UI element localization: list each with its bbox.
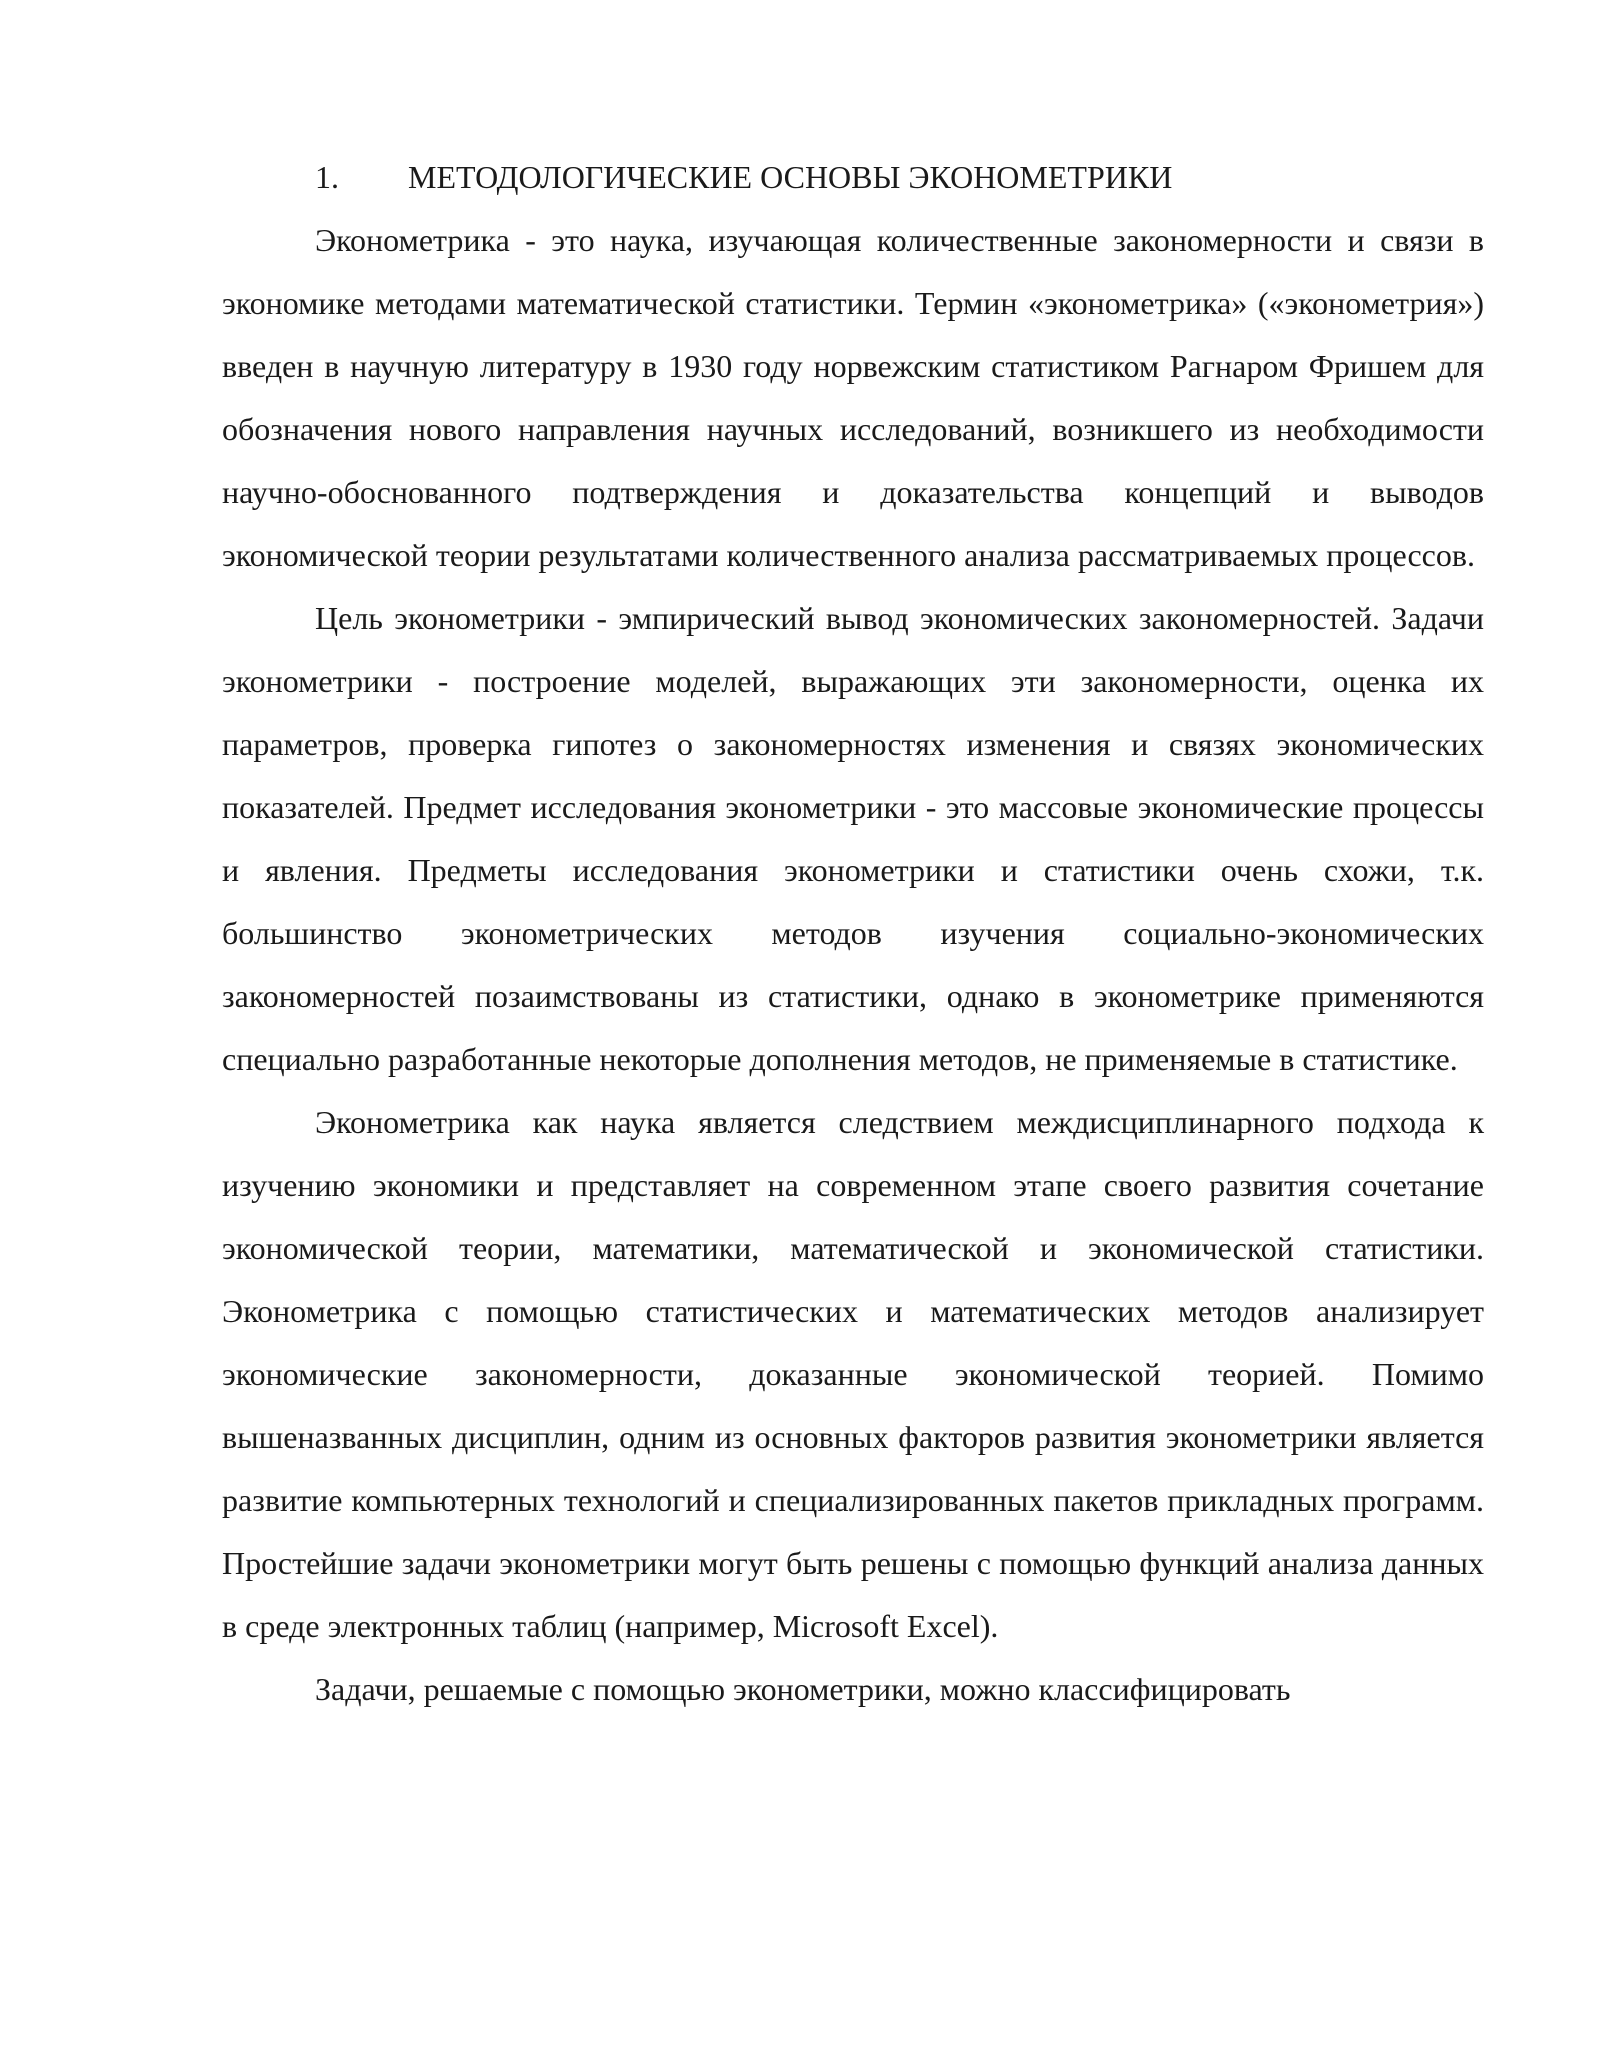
document-body (222, 146, 1484, 1721)
section-heading (222, 146, 1484, 209)
section-title: МЕТОДОЛОГИЧЕСКИЕ ОСНОВЫ ЭКОНОМЕТРИКИ (408, 159, 1173, 195)
section-number: 1. (315, 159, 339, 195)
paragraph-goal: Цель эконометрики - эмпирический вывод экономических закономерностей. Задачи эконометрики - построение моделей, выражающих эти закономерности, оценка их параметров, проверка гипотез о закономерностях изменения и связях экономических показателей. Предмет исследования эконометрики - это массовые экономические процессы и явления. Предметы исследования эконометрики и статистики очень схожи, т.к. большинство эконометрических методов изучения социально-экономических закономерностей позаимствованы из статистики, однако в эконометрике применяются специально разработанные некоторые дополнения методов, не применяемые в статистике. (222, 600, 1484, 1077)
paragraph-interdisciplinary: Эконометрика как наука является следствием междисциплинарного подхода к изучению экономики и представляет на современном этапе своего развития сочетание экономической теории, математики, математической и экономической статистики. Эконометрика с помощью статистических и математических методов анализирует экономические закономерности, доказанные экономической теорией. Помимо вышеназванных дисциплин, одним из основных факторов развития эконометрики является развитие компьютерных технологий и специализированных пакетов прикладных программ. Простейшие задачи эконометрики могут быть решены с помощью функций анализа данных в среде электронных таблиц (например, Microsoft Excel). (222, 1104, 1484, 1644)
paragraph-tasks: Задачи, решаемые с помощью эконометрики, можно классифицировать (315, 1671, 1291, 1707)
paragraph-definition: Эконометрика - это наука, изучающая количественные закономерности и связи в экономике методами математической статистики. Термин «эконометрика» («эконометрия») введен в научную литературу в 1930 году норвежским статистиком Рагнаром Фришем для обозначения нового направления научных исследований, возникшего из необходимости научно-обоснованного подтверждения и доказательства концепций и выводов экономической теории результатами количественного анализа рассматриваемых процессов. (222, 222, 1484, 573)
